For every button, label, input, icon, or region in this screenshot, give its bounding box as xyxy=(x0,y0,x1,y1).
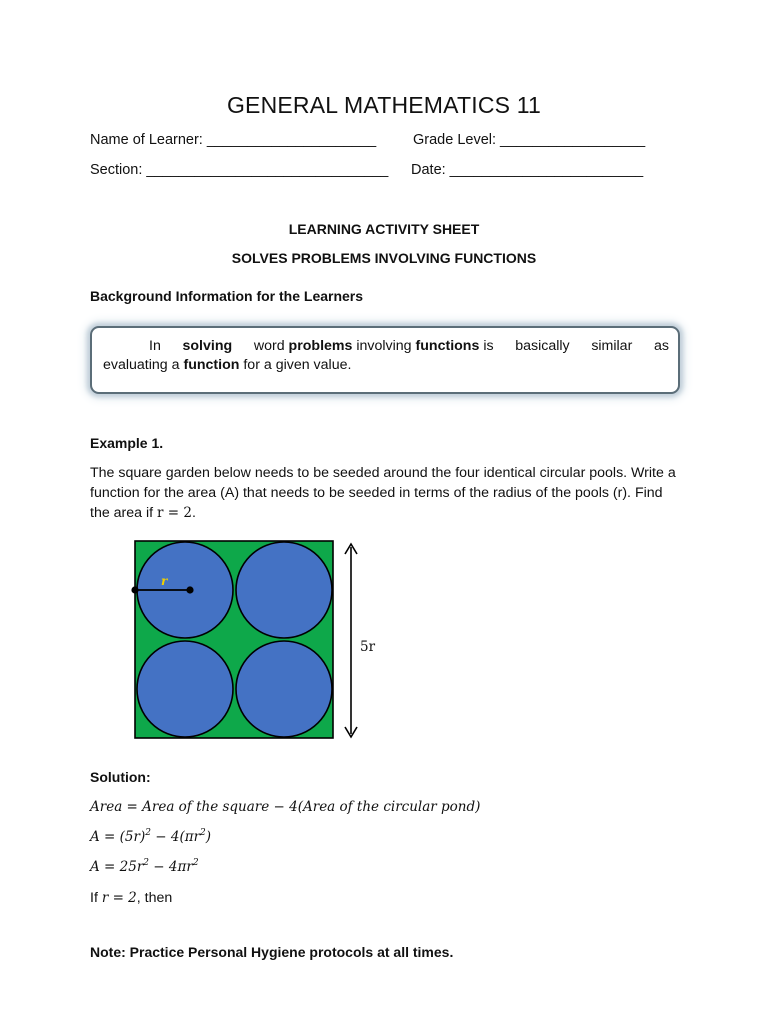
hygiene-note: Note: Practice Personal Hygiene protocols at all times. xyxy=(90,944,454,960)
solution-line-1: Area = Area of the square − 4(Area of the circular pond) xyxy=(90,799,481,815)
info-word: basically xyxy=(515,338,570,354)
radius-endpoint xyxy=(131,586,138,593)
radius-label: r xyxy=(161,574,168,588)
info-word: functions xyxy=(415,338,480,354)
info-word: as xyxy=(653,338,669,354)
circular-pool xyxy=(137,641,233,737)
section-field: Section: ______________________________ xyxy=(90,162,389,178)
info-word: involving xyxy=(356,338,412,354)
example-heading: Example 1. xyxy=(90,435,164,451)
topic-heading: SOLVES PROBLEMS INVOLVING FUNCTIONS xyxy=(231,250,537,266)
solution-line-2: $A = (5r)^2 - 4(\pi r^2)$ xyxy=(90,828,212,845)
info-box-line-2: evaluating a function for a given value. xyxy=(103,357,352,373)
info-word: is xyxy=(483,338,494,354)
date-field: Date: ________________________ xyxy=(411,162,644,178)
grade-level-field: Grade Level: __________________ xyxy=(413,132,646,148)
page-title: GENERAL MATHEMATICS 11 xyxy=(226,92,542,118)
sheet-heading: LEARNING ACTIVITY SHEET xyxy=(288,221,480,237)
circular-pool xyxy=(236,641,332,737)
garden-pools-figure xyxy=(125,535,385,747)
solution-line-4: If r = 2, then xyxy=(90,890,173,906)
side-length-label: 5r xyxy=(360,639,376,655)
name-of-learner-field: Name of Learner: _____________________ xyxy=(90,132,377,148)
info-word: In xyxy=(149,338,161,354)
info-word-group xyxy=(254,338,494,354)
info-word: word xyxy=(253,338,285,354)
info-word: solving xyxy=(182,338,233,354)
circular-pool xyxy=(236,542,332,638)
example-problem-text: The square garden below needs to be seeded around the four identical circular pools. Write a function for the area (A) that needs to be seeded in terms of the radius of the pools (r). Find the area if r = 2. xyxy=(90,465,676,521)
info-word: problems xyxy=(288,338,353,354)
background-heading: Background Information for the Learners xyxy=(90,288,364,304)
solution-heading: Solution: xyxy=(90,769,151,785)
solution-line-3: $A = 25r^2 - 4\pi r^2$ xyxy=(90,858,199,875)
info-box-line-1 xyxy=(149,338,669,354)
background-info-box xyxy=(90,326,680,394)
info-word: similar xyxy=(591,338,633,354)
radius-center-point xyxy=(186,586,193,593)
